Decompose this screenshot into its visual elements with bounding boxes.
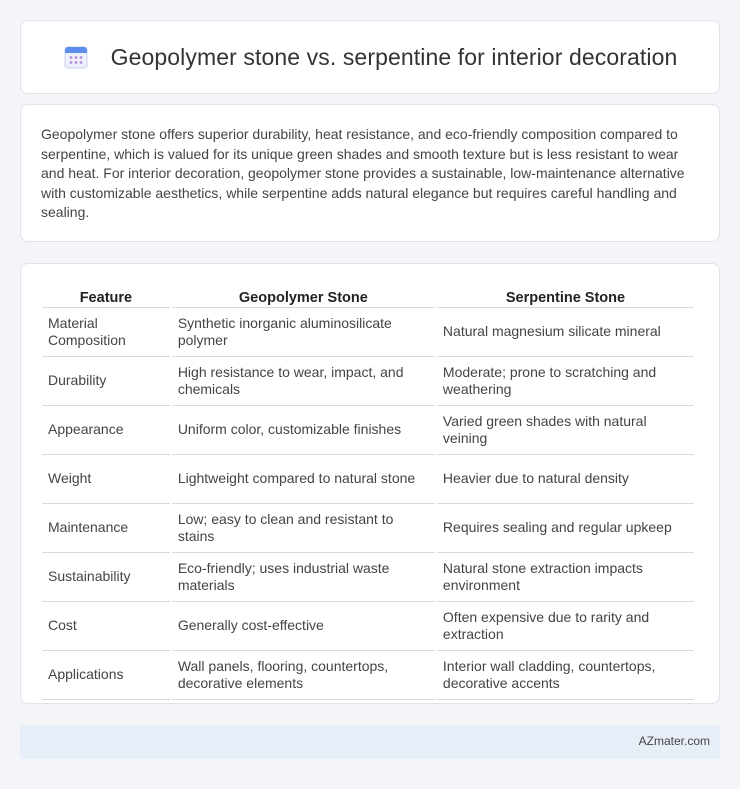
geopolymer-cell: Uniform color, customizable finishes (172, 406, 435, 455)
serpentine-cell: Moderate; prone to scratching and weathering (437, 357, 694, 406)
serpentine-cell: Heavier due to natural density (437, 455, 694, 504)
table-row (42, 553, 694, 602)
page-title: Geopolymer stone vs. serpentine for interior decoration (110, 43, 678, 70)
intro-card (20, 104, 720, 242)
feature-cell: Appearance (42, 406, 170, 455)
serpentine-cell: Often expensive due to rarity and extraction (437, 602, 694, 651)
header-geopolymer: Geopolymer Stone (172, 286, 435, 308)
table-row (42, 357, 694, 406)
table-row (42, 504, 694, 553)
table-row (42, 651, 694, 700)
feature-cell: Material Composition (42, 308, 170, 357)
feature-cell: Maintenance (42, 504, 170, 553)
table-row (42, 308, 694, 357)
feature-cell: Cost (42, 602, 170, 651)
header-feature: Feature (42, 286, 170, 308)
serpentine-cell: Requires sealing and regular upkeep (437, 504, 694, 553)
geopolymer-cell: Eco-friendly; uses industrial waste materials (172, 553, 435, 602)
serpentine-cell: Interior wall cladding, countertops, decorative accents (437, 651, 694, 700)
title-card (20, 20, 720, 94)
feature-cell: Applications (42, 651, 170, 700)
comparison-table (40, 286, 696, 700)
geopolymer-cell: Low; easy to clean and resistant to stains (172, 504, 435, 553)
geopolymer-cell: High resistance to wear, impact, and chemicals (172, 357, 435, 406)
geopolymer-cell: Lightweight compared to natural stone (172, 455, 435, 504)
intro-paragraph: Geopolymer stone offers superior durability, heat resistance, and eco-friendly composition compared to serpentine, which is valued for its unique green shades and smooth texture but is less resistant to wear and heat. For interior decoration, geopolymer stone provides a sustainable, low-maintenance alternative with customizable aesthetics, while serpentine adds natural elegance but requires careful handling and sealing. (41, 126, 685, 220)
geopolymer-cell: Wall panels, flooring, countertops, decorative elements (172, 651, 435, 700)
comparison-table-card (20, 263, 720, 704)
feature-cell: Durability (42, 357, 170, 406)
feature-cell: Sustainability (42, 553, 170, 602)
serpentine-cell: Varied green shades with natural veining (437, 406, 694, 455)
geopolymer-cell: Synthetic inorganic aluminosilicate polymer (172, 308, 435, 357)
table-row (42, 406, 694, 455)
serpentine-cell: Natural stone extraction impacts environment (437, 553, 694, 602)
table-row (42, 455, 694, 504)
geopolymer-cell: Generally cost-effective (172, 602, 435, 651)
calendar-icon (63, 44, 89, 70)
table-header-row (42, 286, 694, 308)
feature-cell: Weight (42, 455, 170, 504)
serpentine-cell: Natural magnesium silicate mineral (437, 308, 694, 357)
footer-brand: AZmater.com (638, 734, 710, 748)
table-row (42, 602, 694, 651)
header-serpentine: Serpentine Stone (437, 286, 694, 308)
footer-bar (20, 725, 720, 759)
